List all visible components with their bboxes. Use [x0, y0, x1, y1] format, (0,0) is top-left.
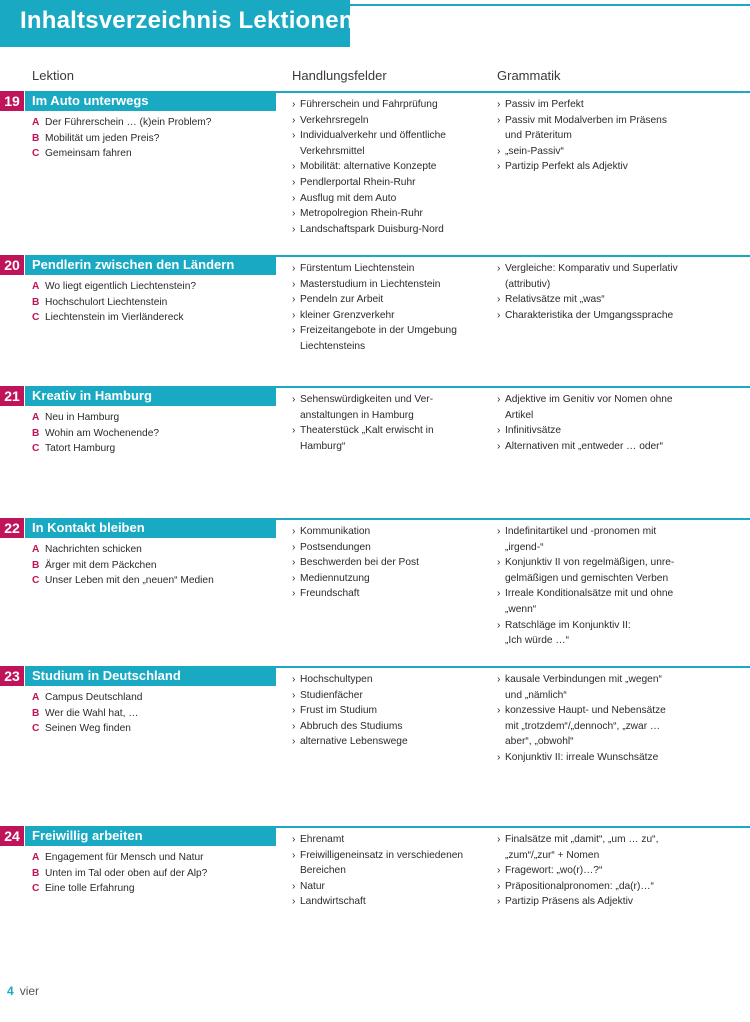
lesson-sections [32, 279, 277, 326]
item-line: Beschwerden bei der Post [300, 557, 419, 569]
section-letter: A [32, 692, 40, 703]
handlungsfeld-item [292, 540, 482, 556]
bullet-arrow-icon: › [497, 751, 501, 763]
item-line: Masterstudium in Liechtenstein [300, 278, 441, 290]
handlungsfeld-item [292, 555, 482, 571]
section-letter: C [32, 883, 40, 895]
item-line: Ehrenamt [300, 834, 345, 845]
handlungsfeld-item [292, 879, 482, 895]
bullet-arrow-icon: › [292, 176, 296, 188]
bullet-arrow-icon: › [292, 849, 296, 861]
section-letter: B [32, 296, 40, 308]
title-rule [350, 4, 750, 6]
section-title: Tatort Hamburg [45, 443, 116, 455]
lesson-rule [276, 91, 750, 93]
grammatik-item [497, 392, 747, 423]
item-line: Kommunikation [300, 526, 371, 537]
grammatik-item [497, 159, 747, 175]
grammatik-list [497, 392, 747, 454]
bullet-arrow-icon: › [497, 145, 501, 157]
lesson-section[interactable] [32, 426, 277, 442]
item-line: gelmäßigen und gemischten Verben [505, 572, 669, 584]
section-letter: B [32, 132, 40, 144]
bullet-arrow-icon: › [292, 425, 296, 437]
bullet-arrow-icon: › [292, 526, 296, 537]
grammatik-item [497, 555, 747, 586]
handlungsfeld-item [292, 524, 482, 540]
grammatik-list [497, 524, 747, 649]
item-line: Hamburg“ [300, 440, 346, 452]
bullet-arrow-icon: › [497, 865, 501, 877]
grammatik-item [497, 586, 747, 617]
bullet-arrow-icon: › [292, 223, 296, 235]
item-line: Mobilität: alternative Konzepte [300, 161, 437, 173]
lesson-section[interactable] [32, 866, 277, 882]
bullet-arrow-icon: › [292, 572, 296, 584]
section-letter: C [32, 443, 40, 455]
page-number-word: vier [19, 984, 40, 998]
grammatik-item [497, 879, 747, 895]
grammatik-item [497, 144, 747, 160]
item-line: Freiwilligeneinsatz in verschiedenen [300, 849, 464, 861]
section-letter: B [32, 559, 40, 571]
lesson-sections [32, 115, 277, 162]
item-line: Landschaftspark Duisburg-Nord [300, 223, 444, 235]
item-line: aber“, „obwohl“ [505, 736, 574, 748]
lesson-title[interactable]: Studium in Deutschland [25, 666, 276, 686]
handlungsfeld-item [292, 392, 482, 423]
item-line: Sehenswürdigkeiten und Ver- [300, 394, 434, 405]
bullet-arrow-icon: › [497, 880, 501, 892]
bullet-arrow-icon: › [497, 834, 501, 845]
item-line: Metropolregion Rhein-Ruhr [300, 208, 423, 220]
item-line: Mediennutzung [300, 572, 370, 584]
lesson-title[interactable]: Freiwillig arbeiten [25, 826, 276, 846]
bullet-arrow-icon: › [497, 557, 501, 569]
grammatik-item [497, 703, 747, 750]
page-title: Inhaltsverzeichnis Lektionen [20, 7, 354, 34]
lesson-rule [276, 386, 750, 388]
column-header-handlungsfelder: Handlungsfelder [292, 68, 387, 83]
item-line: Ausflug mit dem Auto [300, 192, 397, 204]
bullet-arrow-icon: › [292, 720, 296, 732]
lesson-sections [32, 850, 277, 897]
bullet-arrow-icon: › [497, 896, 501, 908]
lesson-section[interactable] [32, 310, 277, 326]
item-line: Konjunktiv II: irreale Wunschsätze [505, 751, 659, 763]
lesson-number: 19 [0, 91, 24, 111]
item-line: Präpositionalpronomen: „da(r)…“ [505, 880, 654, 892]
bullet-arrow-icon: › [292, 161, 296, 173]
grammatik-item [497, 750, 747, 766]
lesson-title[interactable]: Im Auto unterwegs [25, 91, 276, 111]
lesson-rule [276, 255, 750, 257]
bullet-arrow-icon: › [292, 896, 296, 908]
section-letter: C [32, 148, 40, 160]
item-line: Adjektive im Genitiv vor Nomen ohne [505, 394, 673, 405]
section-letter: B [32, 867, 40, 879]
handlungsfeld-item [292, 308, 482, 324]
item-line: Partizip Perfekt als Adjektiv [505, 161, 628, 173]
lesson-sections [32, 542, 277, 589]
section-letter: C [32, 723, 40, 735]
handlungsfeld-item [292, 206, 482, 222]
handlungsfeld-item [292, 175, 482, 191]
bullet-arrow-icon: › [292, 705, 296, 717]
bullet-arrow-icon: › [497, 161, 501, 173]
item-line: Vergleiche: Komparativ und Superlativ [505, 263, 678, 274]
section-title: Wo liegt eigentlich Liechtenstein? [45, 281, 197, 292]
bullet-arrow-icon: › [497, 394, 501, 405]
bullet-arrow-icon: › [497, 526, 501, 537]
lesson-section[interactable] [32, 410, 277, 426]
section-title: Unten im Tal oder oben auf der Alp? [45, 867, 208, 879]
handlungsfeld-item [292, 159, 482, 175]
bullet-arrow-icon: › [497, 263, 501, 274]
bullet-arrow-icon: › [292, 309, 296, 321]
handlungsfeld-item [292, 894, 482, 910]
item-line: Pendeln zur Arbeit [300, 294, 384, 306]
lesson-rule [276, 826, 750, 828]
bullet-arrow-icon: › [497, 114, 501, 126]
section-title: Der Führerschein … (k)ein Problem? [45, 117, 212, 128]
column-header-lektion: Lektion [32, 68, 74, 83]
grammatik-item [497, 97, 747, 113]
item-line: Frust im Studium [300, 705, 377, 717]
item-line: Studienfächer [300, 689, 363, 701]
item-line: alternative Lebenswege [300, 736, 408, 748]
handlungsfeld-item [292, 848, 482, 879]
bullet-arrow-icon: › [497, 674, 501, 685]
handlungsfeld-item [292, 832, 482, 848]
item-line: Alternativen mit „entweder … oder“ [505, 440, 663, 452]
bullet-arrow-icon: › [292, 736, 296, 748]
item-line: Pendlerportal Rhein-Ruhr [300, 176, 416, 188]
item-line: Liechtensteins [300, 340, 366, 352]
bullet-arrow-icon: › [497, 588, 501, 600]
section-title: Ärger mit dem Päckchen [45, 559, 157, 571]
bullet-arrow-icon: › [292, 130, 296, 142]
section-title: Wohin am Wochenende? [45, 427, 160, 439]
item-line: konzessive Haupt- und Nebensätze [505, 705, 666, 717]
section-title: Gemeinsam fahren [45, 148, 132, 160]
bullet-arrow-icon: › [292, 294, 296, 306]
item-line: Fragewort: „wo(r)…?“ [505, 865, 603, 877]
grammatik-list [497, 261, 747, 323]
bullet-arrow-icon: › [497, 294, 501, 306]
item-line: „wenn“ [505, 603, 537, 615]
page-number: 4 [7, 984, 14, 998]
section-title: Liechtenstein im Vierländereck [45, 312, 184, 324]
grammatik-item [497, 524, 747, 555]
section-title: Campus Deutschland [45, 692, 143, 703]
section-letter: A [32, 117, 40, 128]
handlungsfeld-item [292, 688, 482, 704]
lesson-section[interactable] [32, 146, 277, 162]
handlungsfeld-item [292, 672, 482, 688]
lesson-section[interactable] [32, 706, 277, 722]
grammatik-item [497, 292, 747, 308]
page-footer [7, 984, 39, 998]
bullet-arrow-icon: › [497, 440, 501, 452]
item-line: Hochschultypen [300, 674, 373, 685]
bullet-arrow-icon: › [292, 588, 296, 600]
section-letter: A [32, 852, 40, 863]
bullet-arrow-icon: › [292, 689, 296, 701]
lesson-section[interactable] [32, 850, 277, 866]
section-title: Seinen Weg finden [45, 723, 131, 735]
lesson-section[interactable] [32, 690, 277, 706]
grammatik-item [497, 863, 747, 879]
handlungsfeld-item [292, 97, 482, 113]
item-line: Infinitivsätze [505, 425, 562, 437]
item-line: Passiv mit Modalverben im Präsens [505, 114, 667, 126]
lesson-number: 23 [0, 666, 24, 686]
bullet-arrow-icon: › [292, 114, 296, 126]
section-title: Neu in Hamburg [45, 412, 120, 423]
lesson-number: 22 [0, 518, 24, 538]
lesson-section[interactable] [32, 721, 277, 737]
lesson-number: 20 [0, 255, 24, 275]
lesson-section[interactable] [32, 115, 277, 131]
section-title: Wer die Wahl hat, … [45, 707, 139, 719]
item-line: Verkehrsregeln [300, 114, 369, 126]
grammatik-item [497, 618, 747, 649]
bullet-arrow-icon: › [497, 705, 501, 717]
page-title-bar [0, 0, 354, 47]
grammatik-list [497, 832, 747, 910]
item-line: „zum“/„zur“ + Nomen [505, 849, 600, 861]
grammatik-item [497, 261, 747, 292]
lesson-section[interactable] [32, 881, 277, 897]
section-letter: A [32, 544, 40, 555]
handlungsfeld-item [292, 113, 482, 129]
item-line: Freizeitangebote in der Umgebung [300, 325, 457, 337]
lesson-number: 24 [0, 826, 24, 846]
bullet-arrow-icon: › [292, 263, 296, 274]
grammatik-list [497, 672, 747, 766]
item-line: und Präteritum [505, 130, 572, 142]
handlungsfeld-item [292, 128, 482, 159]
section-letter: B [32, 707, 40, 719]
item-line: Irreale Konditionalsätze mit und ohne [505, 588, 674, 600]
handlungsfeld-item [292, 703, 482, 719]
section-title: Nachrichten schicken [45, 544, 142, 555]
lesson-rule [276, 666, 750, 668]
lesson-sections [32, 410, 277, 457]
item-line: Fürstentum Liechtenstein [300, 263, 415, 274]
grammatik-item [497, 672, 747, 703]
lesson-section[interactable] [32, 558, 277, 574]
item-line: Passiv im Perfekt [505, 99, 584, 110]
bullet-arrow-icon: › [497, 99, 501, 110]
bullet-arrow-icon: › [497, 619, 501, 631]
handlungsfelder-list [292, 392, 482, 454]
handlungsfeld-item [292, 292, 482, 308]
grammatik-item [497, 832, 747, 863]
handlungsfelder-list [292, 524, 482, 602]
bullet-arrow-icon: › [292, 557, 296, 569]
section-letter: C [32, 575, 40, 587]
item-line: Partizip Präsens als Adjektiv [505, 896, 633, 908]
section-title: Hochschulort Liechtenstein [45, 296, 168, 308]
item-line: Konjunktiv II von regelmäßigen, unre- [505, 557, 675, 569]
bullet-arrow-icon: › [497, 309, 501, 321]
grammatik-list [497, 97, 747, 175]
handlungsfeld-item [292, 191, 482, 207]
item-line: Theaterstück „Kalt erwischt in [300, 425, 434, 437]
grammatik-item [497, 113, 747, 144]
handlungsfelder-list [292, 672, 482, 750]
bullet-arrow-icon: › [292, 192, 296, 204]
item-line: Artikel [505, 409, 534, 421]
lesson-section[interactable] [32, 542, 277, 558]
lesson-title[interactable]: In Kontakt bleiben [25, 518, 276, 538]
handlungsfeld-item [292, 323, 482, 354]
lesson-title[interactable]: Pendlerin zwischen den Ländern [25, 255, 276, 275]
handlungsfeld-item [292, 734, 482, 750]
item-line: Relativsätze mit „was“ [505, 294, 605, 306]
item-line: „irgend-“ [505, 541, 544, 553]
section-title: Eine tolle Erfahrung [45, 883, 135, 895]
grammatik-item [497, 894, 747, 910]
handlungsfelder-list [292, 832, 482, 910]
bullet-arrow-icon: › [292, 541, 296, 553]
handlungsfelder-list [292, 261, 482, 355]
item-line: Indefinitartikel und -pronomen mit [505, 526, 657, 537]
bullet-arrow-icon: › [292, 674, 296, 685]
item-line: Bereichen [300, 865, 346, 877]
item-line: Natur [300, 880, 325, 892]
handlungsfeld-item [292, 571, 482, 587]
section-title: Mobilität um jeden Preis? [45, 132, 160, 144]
lesson-section[interactable] [32, 441, 277, 457]
item-line: „Ich würde …“ [505, 635, 569, 647]
section-letter: A [32, 281, 40, 292]
bullet-arrow-icon: › [292, 278, 296, 290]
handlungsfeld-item [292, 719, 482, 735]
item-line: Charakteristika der Umgangssprache [505, 309, 674, 321]
handlungsfeld-item [292, 261, 482, 277]
section-letter: B [32, 427, 40, 439]
lesson-section[interactable] [32, 573, 277, 589]
handlungsfeld-item [292, 277, 482, 293]
section-title: Engagement für Mensch und Natur [45, 852, 204, 863]
item-line: Führerschein und Fahrprüfung [300, 99, 438, 110]
item-line: (attributiv) [505, 278, 551, 290]
lesson-section[interactable] [32, 279, 277, 295]
item-line: „sein-Passiv“ [505, 145, 564, 157]
column-header-grammatik: Grammatik [497, 68, 561, 83]
item-line: Finalsätze mit „damit“, „um … zu“, [505, 834, 659, 845]
item-line: kleiner Grenzverkehr [300, 309, 395, 321]
lesson-title[interactable]: Kreativ in Hamburg [25, 386, 276, 406]
lesson-section[interactable] [32, 131, 277, 147]
lesson-rule [276, 518, 750, 520]
item-line: Verkehrsmittel [300, 145, 365, 157]
handlungsfeld-item [292, 222, 482, 238]
bullet-arrow-icon: › [292, 880, 296, 892]
handlungsfeld-item [292, 423, 482, 454]
grammatik-item [497, 439, 747, 455]
item-line: Postsendungen [300, 541, 371, 553]
item-line: mit „trotzdem“/„dennoch“, „zwar … [505, 720, 661, 732]
lesson-number: 21 [0, 386, 24, 406]
item-line: Individualverkehr und öffentliche [300, 130, 446, 142]
handlungsfeld-item [292, 586, 482, 602]
bullet-arrow-icon: › [292, 325, 296, 337]
item-line: Landwirtschaft [300, 896, 366, 908]
bullet-arrow-icon: › [292, 834, 296, 845]
item-line: Freundschaft [300, 588, 360, 600]
item-line: anstaltungen in Hamburg [300, 409, 414, 421]
bullet-arrow-icon: › [292, 208, 296, 220]
item-line: Ratschläge im Konjunktiv II: [505, 619, 631, 631]
grammatik-item [497, 308, 747, 324]
item-line: Abbruch des Studiums [300, 720, 403, 732]
bullet-arrow-icon: › [292, 394, 296, 405]
section-title: Unser Leben mit den „neuen“ Medien [45, 575, 214, 587]
item-line: kausale Verbindungen mit „wegen“ [505, 674, 662, 685]
lesson-sections [32, 690, 277, 737]
bullet-arrow-icon: › [497, 425, 501, 437]
section-letter: C [32, 312, 40, 324]
handlungsfelder-list [292, 97, 482, 237]
item-line: und „nämlich“ [505, 689, 567, 701]
lesson-section[interactable] [32, 295, 277, 311]
bullet-arrow-icon: › [292, 99, 296, 110]
grammatik-item [497, 423, 747, 439]
section-letter: A [32, 412, 40, 423]
